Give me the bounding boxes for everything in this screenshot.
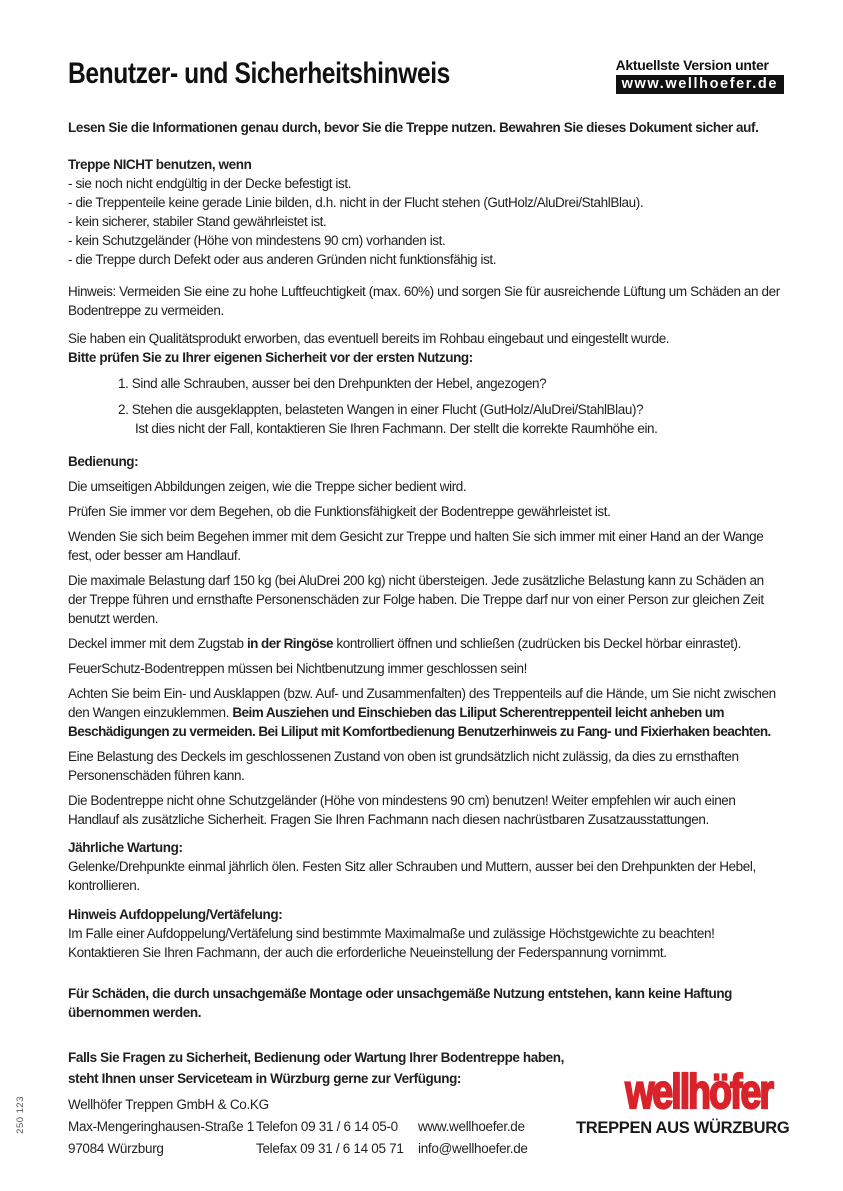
maintenance-text: Gelenke/Drehpunkte einmal jährlich ölen. Festen Sitz aller Schrauben und Muttern, ausser bei den Drehpunkten der Hebel, kontrollieren. [68, 859, 756, 893]
company-name: Wellhöfer Treppen GmbH & Co.KG [68, 1097, 269, 1112]
maintenance-section [68, 838, 784, 895]
hands-text-bold: Beim Ausziehen und Einschieben das Liliput Scherentreppenteil leicht anheben um Beschädigungen zu vermeiden. Bei Liliput mit Komfortbedienung Benutzerhinweis zu Fang- und Fixierhaken beachten. [68, 705, 771, 739]
logo-tagline: TREPPEN AUS WÜRZBURG [576, 1119, 790, 1137]
contact-row [68, 1138, 784, 1160]
hands-text: Achten Sie beim Ein- und Ausklappen (bzw. Auf- und Zusammenfalten) des Treppenteils auf die Hände, um Sie nicht zwischen den Wangen einzuklemmen. [68, 686, 776, 720]
website-url[interactable]: www.wellhoefer.de [418, 1119, 525, 1134]
city-address: 97084 Würzburg [68, 1141, 164, 1156]
email-address[interactable]: info@wellhoefer.de [418, 1141, 528, 1156]
liability-note: Für Schäden, die durch unsachgemäße Montage oder unsachgemäße Nutzung entstehen, kann keine Haftung übernommen werden. [68, 986, 733, 1020]
lid-text-bold: in der Ringöse [246, 636, 334, 651]
operation-section [68, 452, 784, 829]
operation-paragraph-lid [68, 634, 784, 653]
paneling-text: Im Falle einer Aufdoppelung/Vertäfelung sind bestimmte Maximalmaße und zulässige Höchstgewichte zu beachten! [68, 926, 715, 941]
operation-paragraph: Die maximale Belastung darf 150 kg (bei AluDrei 200 kg) nicht übersteigen. Jede zusätzliche Belastung kann zu Schäden an der Treppe führen und ernsthafte Personenschäden zur Folge haben. Die Treppe darf nur von einer Person zur gleichen Zeit benutzt werden. [68, 573, 764, 626]
paneling-heading: Hinweis Aufdoppelung/Vertäfelung: [68, 907, 283, 922]
logo-wordmark: wellhöfer [625, 1066, 772, 1119]
operation-paragraph: FeuerSchutz-Bodentreppen müssen bei Nichtbenutzung immer geschlossen sein! [68, 661, 527, 676]
paneling-section [68, 905, 784, 962]
page-title: Benutzer- und Sicherheitshinweis [68, 57, 450, 90]
operation-paragraph: Wenden Sie sich beim Begehen immer mit dem Gesicht zur Treppe und halten Sie sich immer mit einer Hand an der Wange fest, oder besser am Handlauf. [68, 529, 764, 563]
phone-number: Telefon 09 31 / 6 14 05-0 [256, 1119, 398, 1134]
do-not-use-item: - kein Schutzgeländer (Höhe von mindestens 90 cm) vorhanden ist. [68, 233, 446, 248]
operation-paragraph: Prüfen Sie immer vor dem Begehen, ob die Funktionsfähigkeit der Bodentreppe gewährleistet ist. [68, 504, 611, 519]
intro-text: Lesen Sie die Informationen genau durch, bevor Sie die Treppe nutzen. Bewahren Sie dieses Dokument sicher auf. [68, 120, 759, 135]
do-not-use-heading: Treppe NICHT benutzen, wenn [68, 157, 252, 172]
service-note: Falls Sie Fragen zu Sicherheit, Bedienung oder Wartung Ihrer Bodentreppe haben, steht Ihnen unser Serviceteam in Würzburg gerne zur Verfügung: [68, 1050, 564, 1086]
operation-heading: Bedienung: [68, 454, 139, 469]
print-code: 250 123 [15, 1096, 26, 1134]
quality-product-text: Sie haben ein Qualitätsprodukt erworben, das eventuell bereits im Rohbau eingebaut und eingestellt wurde. [68, 331, 670, 346]
maintenance-heading: Jährliche Wartung: [68, 840, 183, 855]
do-not-use-item: - sie noch nicht endgültig in der Decke befestigt ist. [68, 176, 352, 191]
operation-paragraph: Eine Belastung des Deckels im geschlossenen Zustand von oben ist grundsätzlich nicht zulässig, da dies zu ernsthaften Personenschäden führen kann. [68, 749, 739, 783]
lid-text: kontrolliert öffnen und schließen (zudrücken bis Deckel hörbar einrastet). [333, 636, 741, 651]
paneling-text: Kontaktieren Sie Ihren Fachmann, der auch die erforderliche Neueinstellung der Federspannung vornimmt. [68, 945, 667, 960]
wellhoefer-logo [576, 1066, 790, 1138]
website-link[interactable]: www.wellhoefer.de [616, 75, 784, 94]
do-not-use-item: - die Treppenteile keine gerade Linie bilden, d.h. nicht in der Flucht stehen (GutHolz/AluDrei/StahlBlau). [68, 195, 644, 210]
checklist-item-2: 2. Stehen die ausgeklappten, belasteten Wangen in einer Flucht (GutHolz/AluDrei/StahlBlau)? [118, 402, 644, 417]
checklist-item-1: 1. Sind alle Schrauben, ausser bei den Drehpunkten der Hebel, angezogen? [118, 376, 547, 391]
street-address: Max-Mengeringhausen-Straße 1 [68, 1119, 254, 1134]
do-not-use-section [68, 155, 784, 269]
document-header [68, 56, 784, 98]
version-note: Aktuellste Version unter [615, 57, 769, 73]
do-not-use-item: - die Treppe durch Defekt oder aus anderen Gründen nicht funktionsfähig ist. [68, 252, 497, 267]
operation-paragraph: Die umseitigen Abbildungen zeigen, wie die Treppe sicher bedient wird. [68, 479, 467, 494]
checklist-item-2-note: Ist dies nicht der Fall, kontaktieren Sie Ihren Fachmann. Der stellt die korrekte Raumhöhe ein. [135, 421, 658, 436]
first-use-heading: Bitte prüfen Sie zu Ihrer eigenen Sicherheit vor der ersten Nutzung: [68, 350, 473, 365]
fax-number: Telefax 09 31 / 6 14 05 71 [256, 1141, 404, 1156]
lid-text: Deckel immer mit dem Zugstab [68, 636, 247, 651]
first-use-section [68, 329, 784, 438]
humidity-note: Hinweis: Vermeiden Sie eine zu hohe Luftfeuchtigkeit (max. 60%) und sorgen Sie für ausreichende Lüftung um Schäden an der Bodentreppe zu vermeiden. [68, 284, 780, 318]
operation-paragraph-hands [68, 684, 784, 741]
operation-paragraph: Die Bodentreppe nicht ohne Schutzgeländer (Höhe von mindestens 90 cm) benutzen! Weiter empfehlen wir auch einen Handlauf als zusätzliche Sicherheit. Fragen Sie Ihren Fachmann nach diesen nachrüstbaren Zusatzausstattungen. [68, 793, 736, 827]
version-block [616, 57, 784, 94]
do-not-use-item: - kein sicherer, stabiler Stand gewährleistet ist. [68, 214, 327, 229]
